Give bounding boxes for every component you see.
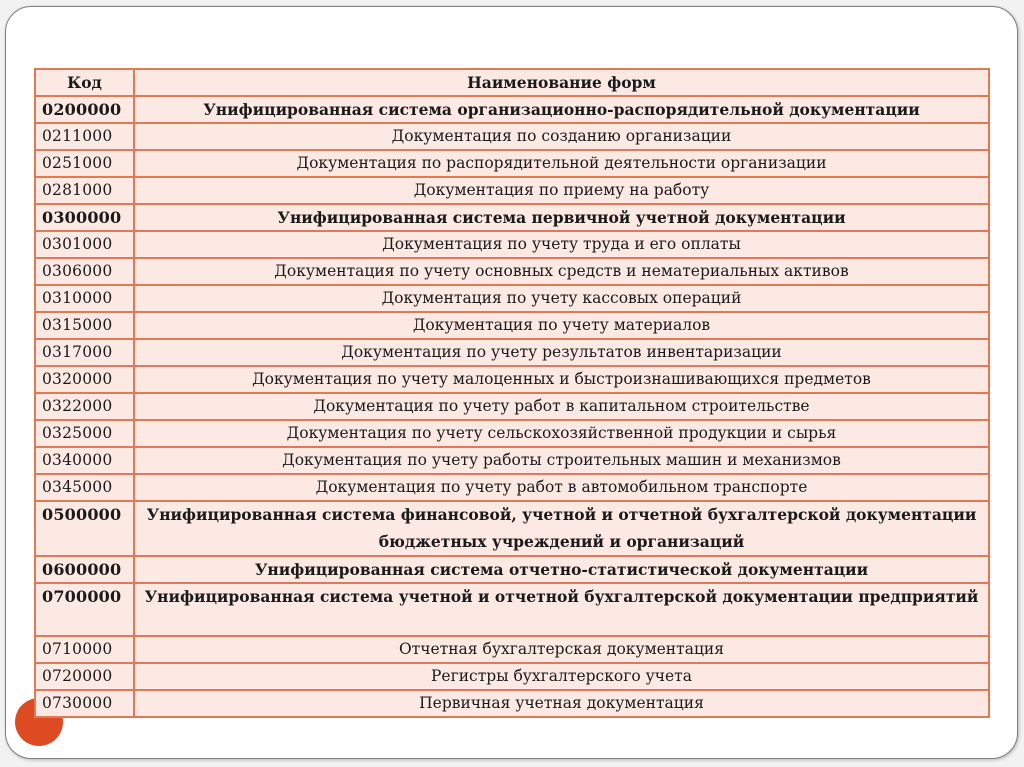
row-code: 0317000: [35, 339, 134, 366]
row-name: Документация по учету малоценных и быстроизнашивающихся предметов: [134, 366, 989, 393]
table-row: [35, 474, 989, 501]
row-name: Унифицированная система финансовой, учетной и отчетной бухгалтерской документации бюджетных учреждений и организаций: [134, 501, 989, 556]
row-code: 0320000: [35, 366, 134, 393]
row-code: 0730000: [35, 690, 134, 717]
forms-table: [34, 68, 990, 718]
row-code: 0211000: [35, 123, 134, 150]
row-name: Первичная учетная документация: [134, 690, 989, 717]
row-code: 0700000: [35, 583, 134, 636]
row-code: 0315000: [35, 312, 134, 339]
row-name: Документация по учету основных средств и нематериальных активов: [134, 258, 989, 285]
table-row: [35, 690, 989, 717]
row-name: Документация по приему на работу: [134, 177, 989, 204]
row-code: 0300000: [35, 204, 134, 231]
row-name: Документация по учету работы строительных машин и механизмов: [134, 447, 989, 474]
column-header-code: Код: [35, 69, 134, 96]
table-row: [35, 366, 989, 393]
row-code: 0200000: [35, 96, 134, 123]
column-header-name: Наименование форм: [134, 69, 989, 96]
table-row: [35, 258, 989, 285]
row-code: 0345000: [35, 474, 134, 501]
row-name: Отчетная бухгалтерская документация: [134, 636, 989, 663]
row-code: 0281000: [35, 177, 134, 204]
table-row: [35, 150, 989, 177]
row-name: Регистры бухгалтерского учета: [134, 663, 989, 690]
row-name: Унифицированная система первичной учетной документации: [134, 204, 989, 231]
row-code: 0600000: [35, 556, 134, 583]
table-row: [35, 447, 989, 474]
table-body: [35, 96, 989, 717]
table-row: [35, 177, 989, 204]
table-header-row: [35, 69, 989, 96]
table-row: [35, 556, 989, 583]
table-row: [35, 204, 989, 231]
table-row: [35, 285, 989, 312]
row-name: Документация по учету результатов инвентаризации: [134, 339, 989, 366]
row-name: Документация по учету работ в капитальном строительстве: [134, 393, 989, 420]
table-row: [35, 96, 989, 123]
row-name: Документация по учету сельскохозяйственной продукции и сырья: [134, 420, 989, 447]
row-code: 0310000: [35, 285, 134, 312]
row-code: 0340000: [35, 447, 134, 474]
row-code: 0251000: [35, 150, 134, 177]
row-name: Документация по созданию организации: [134, 123, 989, 150]
table-row: [35, 393, 989, 420]
table-row: [35, 501, 989, 556]
table-row: [35, 339, 989, 366]
row-name: Унифицированная система отчетно-статистической документации: [134, 556, 989, 583]
row-code: 0720000: [35, 663, 134, 690]
row-code: 0301000: [35, 231, 134, 258]
table-row: [35, 663, 989, 690]
row-code: 0325000: [35, 420, 134, 447]
row-name: Унифицированная система учетной и отчетной бухгалтерской документации предприятий: [134, 583, 989, 636]
row-code: 0500000: [35, 501, 134, 556]
table-row: [35, 123, 989, 150]
row-code: 0710000: [35, 636, 134, 663]
table-row: [35, 636, 989, 663]
table-row: [35, 420, 989, 447]
row-name: Документация по учету материалов: [134, 312, 989, 339]
row-code: 0322000: [35, 393, 134, 420]
row-name: Документация по учету работ в автомобильном транспорте: [134, 474, 989, 501]
table-row: [35, 583, 989, 636]
row-name: Документация по учету труда и его оплаты: [134, 231, 989, 258]
row-name: Унифицированная система организационно-распорядительной документации: [134, 96, 989, 123]
table-row: [35, 312, 989, 339]
row-code: 0306000: [35, 258, 134, 285]
row-name: Документация по учету кассовых операций: [134, 285, 989, 312]
table-row: [35, 231, 989, 258]
row-name: Документация по распорядительной деятельности организации: [134, 150, 989, 177]
